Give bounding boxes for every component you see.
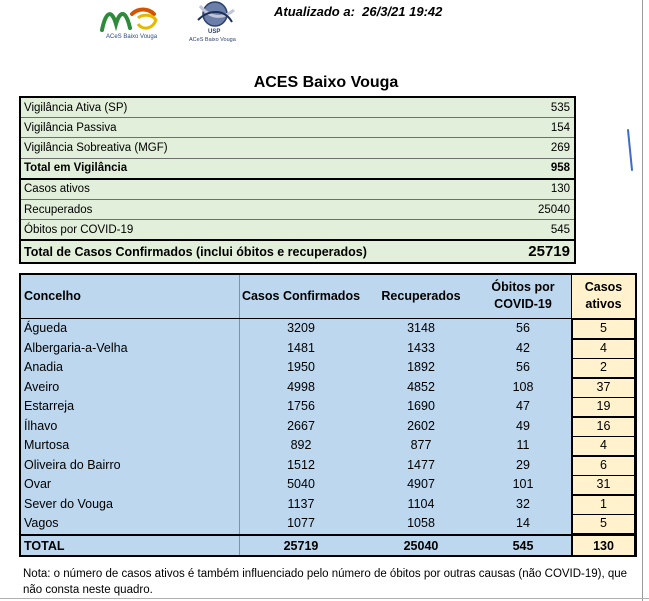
updated-value: 26/3/21 19:42 <box>362 4 443 19</box>
summary-label: Total de Casos Confirmados (inclui óbitos e recuperados) <box>24 244 367 259</box>
cell-recuperados: 1104 <box>407 496 435 511</box>
cell-concelho: Murtosa <box>24 438 70 452</box>
cell-recuperados: 1477 <box>407 457 435 472</box>
cell-ativos: 6 <box>600 457 607 472</box>
pen-mark <box>626 128 634 172</box>
table-body <box>21 319 635 534</box>
cell-confirmados: 4998 <box>287 379 315 394</box>
cell-confirmados: 1077 <box>287 516 315 530</box>
cell-recuperados: 4907 <box>407 477 435 491</box>
summary-value: 25719 <box>528 243 570 261</box>
summary-label: Óbitos por COVID-19 <box>24 223 134 236</box>
updated-label: Atualizado a: <box>274 4 355 19</box>
cell-obitos: 32 <box>516 496 530 511</box>
header-ativos-line2: ativos <box>585 297 622 311</box>
aces-logo-text: ACeS Baixo Vouga <box>106 34 158 40</box>
cell-obitos: 49 <box>516 418 530 433</box>
summary-row <box>21 220 574 241</box>
table-row <box>21 397 635 417</box>
cell-concelho: Estarreja <box>24 399 75 413</box>
cell-confirmados: 1137 <box>287 496 315 511</box>
table-row <box>21 514 635 534</box>
header-obitos <box>483 279 563 313</box>
cell-ativos: 4 <box>600 340 607 355</box>
cell-confirmados: 5040 <box>287 477 315 491</box>
cell-confirmados: 1950 <box>287 360 315 374</box>
cell-confirmados: 1481 <box>287 340 315 355</box>
table-row <box>21 339 635 359</box>
updated-timestamp <box>274 4 442 19</box>
concelhos-table <box>19 273 637 557</box>
table-header <box>21 275 635 319</box>
cell-ativos: 19 <box>596 399 611 413</box>
table-row <box>21 495 635 515</box>
summary-value: 130 <box>550 183 570 196</box>
summary-row <box>21 98 574 118</box>
cell-concelho: Anadia <box>24 360 63 374</box>
aces-logo <box>98 4 180 40</box>
summary-label: Vigilância Sobreativa (MGF) <box>24 141 168 154</box>
cell-obitos: 56 <box>516 321 530 335</box>
header-ativos-line1: Casos <box>584 280 623 294</box>
table-row <box>21 417 635 437</box>
summary-value: 958 <box>550 162 570 175</box>
cell-ativos: 37 <box>596 379 611 394</box>
total-recuperados: 25040 <box>403 539 439 553</box>
total-obitos: 545 <box>512 539 534 553</box>
cell-concelho: Ovar <box>24 477 52 491</box>
header-obitos-line1: Óbitos por <box>491 280 555 294</box>
summary-row <box>21 138 574 158</box>
summary-value: 535 <box>550 101 570 114</box>
cell-obitos: 108 <box>512 379 534 394</box>
cell-obitos: 14 <box>516 516 530 530</box>
header-recuperados: Recuperados <box>381 289 461 303</box>
cell-ativos: 4 <box>600 438 607 452</box>
summary-value: 545 <box>550 223 570 236</box>
cell-obitos: 42 <box>516 340 530 355</box>
usp-logo <box>186 0 244 44</box>
summary-value: 269 <box>550 141 570 154</box>
table-row <box>21 475 635 495</box>
table-row <box>21 456 635 476</box>
total-ativos: 130 <box>593 539 614 553</box>
total-confirmados: 25719 <box>283 539 319 553</box>
header-concelho: Concelho <box>24 289 81 303</box>
header-confirmados: Casos Confirmados <box>241 289 361 303</box>
summary-row-total-confirmados <box>21 241 574 262</box>
footnote: Nota: o número de casos ativos é também influenciado pelo número de óbitos por outras causas (não COVID-19), que não consta neste quadro. <box>23 568 628 596</box>
page-border-bottom <box>0 598 649 599</box>
usp-logo-text: ACeS Baixo Vouga <box>189 37 236 43</box>
summary-label: Casos ativos <box>24 183 90 196</box>
summary-row <box>21 118 574 138</box>
cell-ativos: 31 <box>596 477 611 491</box>
cell-concelho: Aveiro <box>24 379 60 394</box>
page-border-right <box>642 0 643 601</box>
cell-recuperados: 4852 <box>407 379 435 394</box>
summary-label: Recuperados <box>24 203 93 216</box>
cell-ativos: 16 <box>596 418 611 433</box>
table-total-row <box>21 534 635 557</box>
page-title: ACES Baixo Vouga <box>253 74 399 91</box>
table-row <box>21 319 635 339</box>
cell-recuperados: 1892 <box>407 360 435 374</box>
cell-ativos: 5 <box>600 321 607 335</box>
cell-obitos: 11 <box>516 438 530 452</box>
summary-value: 154 <box>550 121 570 134</box>
cell-recuperados: 1690 <box>407 399 435 413</box>
cell-concelho: Águeda <box>24 321 68 335</box>
cell-confirmados: 2667 <box>287 418 315 433</box>
summary-value: 25040 <box>538 203 570 216</box>
summary-label: Total em Vigilância <box>24 162 128 175</box>
cell-concelho: Ílhavo <box>24 418 58 433</box>
cell-obitos: 56 <box>516 360 530 374</box>
summary-table <box>19 96 576 264</box>
cell-recuperados: 2602 <box>407 418 435 433</box>
table-row <box>21 358 635 378</box>
summary-row <box>21 180 574 200</box>
summary-row-total-vigilancia <box>21 159 574 180</box>
cell-obitos: 47 <box>516 399 530 413</box>
summary-label: Vigilância Passiva <box>24 121 117 134</box>
cell-concelho: Oliveira do Bairro <box>24 457 121 472</box>
cell-obitos: 29 <box>516 457 530 472</box>
total-label: TOTAL <box>24 539 65 553</box>
cell-confirmados: 1512 <box>287 457 315 472</box>
cell-ativos: 5 <box>600 516 607 530</box>
cell-ativos: 2 <box>600 360 607 374</box>
summary-row <box>21 200 574 220</box>
table-row <box>21 378 635 398</box>
summary-label: Vigilância Ativa (SP) <box>24 101 128 114</box>
cell-confirmados: 3209 <box>287 321 315 335</box>
cell-confirmados: 1756 <box>287 399 315 413</box>
cell-obitos: 101 <box>512 477 534 491</box>
header-obitos-line2: COVID-19 <box>494 297 552 311</box>
table-row <box>21 436 635 456</box>
cell-confirmados: 892 <box>290 438 312 452</box>
cell-ativos: 1 <box>600 496 607 511</box>
cell-concelho: Vagos <box>24 516 59 530</box>
cell-recuperados: 877 <box>410 438 432 452</box>
usp-logo-top-text: USP <box>208 29 221 35</box>
cell-concelho: Sever do Vouga <box>24 496 113 511</box>
cell-recuperados: 3148 <box>407 321 435 335</box>
cell-concelho: Albergaria-a-Velha <box>24 340 128 355</box>
cell-recuperados: 1433 <box>407 340 435 355</box>
cell-recuperados: 1058 <box>407 516 435 530</box>
